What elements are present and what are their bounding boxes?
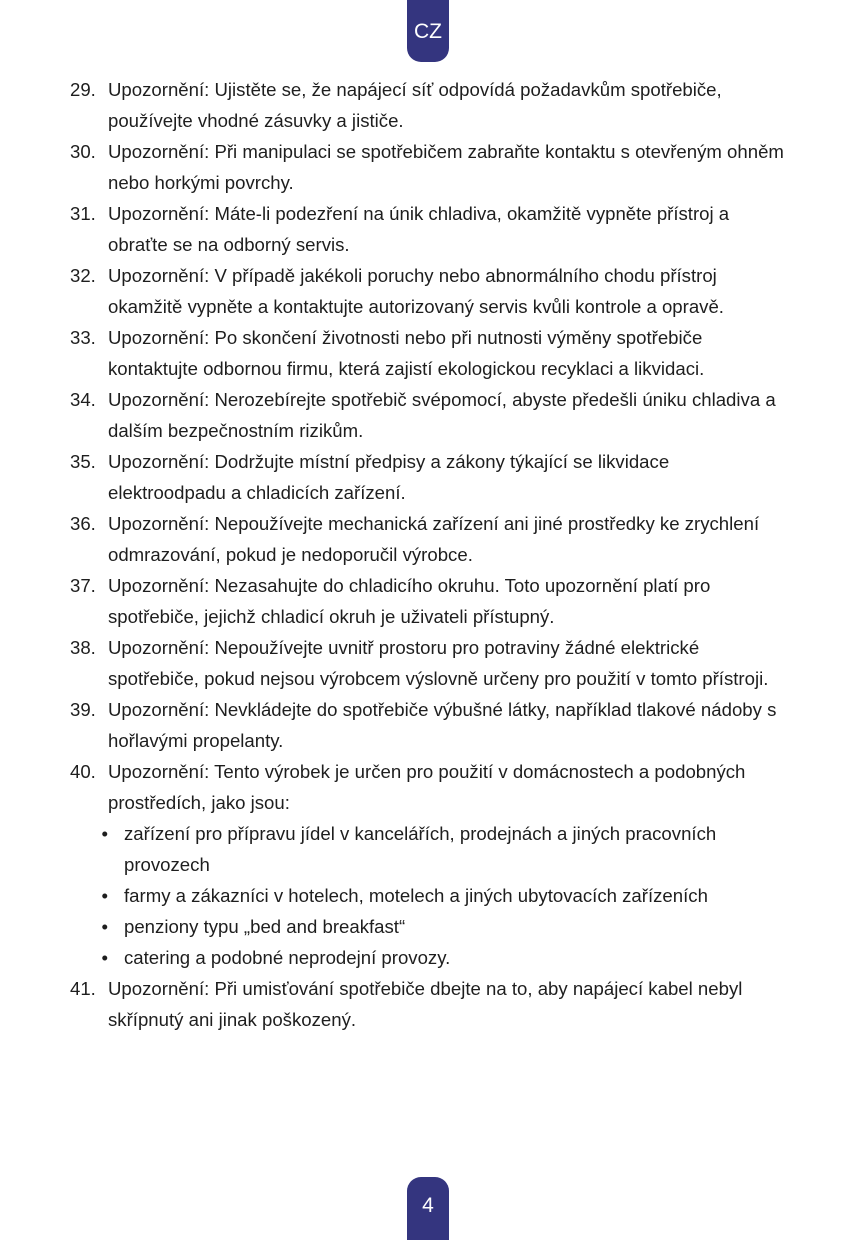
item-text: Upozornění: Nerozebírejte spotřebič svépomocí, abyste předešli úniku chladiva a dalším bezpečnostním rizikům.	[108, 389, 776, 441]
list-item	[70, 973, 790, 1035]
item-number: 31.	[70, 203, 96, 224]
item-text: Upozornění: Dodržujte místní předpisy a zákony týkající se likvidace elektroodpadu a chladicích zařízení.	[108, 451, 670, 503]
item-number: 41.	[70, 978, 96, 999]
item-number: 36.	[70, 513, 96, 534]
item-text: Upozornění: V případě jakékoli poruchy nebo abnormálního chodu přístroj okamžitě vypněte a kontaktujte autorizovaný servis kvůli kontrole a opravě.	[108, 265, 724, 317]
item-text: Upozornění: Při manipulaci se spotřebičem zabraňte kontaktu s otevřeným ohněm nebo horkými povrchy.	[108, 141, 784, 193]
item-number: 32.	[70, 265, 96, 286]
list-item	[70, 508, 790, 570]
bullet-item	[70, 818, 790, 880]
bullet-icon: •	[101, 885, 108, 906]
item-text: Upozornění: Tento výrobek je určen pro použití v domácnostech a podobných prostředích, jako jsou:	[108, 761, 746, 813]
list-item	[70, 756, 790, 818]
item-text: Upozornění: Nevkládejte do spotřebiče výbušné látky, například tlakové nádoby s hořlavými propelanty.	[108, 699, 777, 751]
list-item	[70, 74, 790, 136]
list-item	[70, 136, 790, 198]
bullet-item	[70, 942, 790, 973]
list-item	[70, 446, 790, 508]
bullet-text: penziony typu „bed and breakfast“	[124, 916, 406, 937]
list-item	[70, 260, 790, 322]
item-text: Upozornění: Ujistěte se, že napájecí síť odpovídá požadavkům spotřebiče, používejte vhodné zásuvky a jističe.	[108, 79, 722, 131]
list-item	[70, 384, 790, 446]
item-number: 39.	[70, 699, 96, 720]
item-text: Upozornění: Nepoužívejte mechanická zařízení ani jiné prostředky ke zrychlení odmrazování, pokud je nedoporučil výrobce.	[108, 513, 760, 565]
bullet-item	[70, 911, 790, 942]
item-number: 29.	[70, 79, 96, 100]
item-number: 34.	[70, 389, 96, 410]
item-text: Upozornění: Po skončení životnosti nebo při nutnosti výměny spotřebiče kontaktujte odbornou firmu, která zajistí ekologickou recyklaci a likvidaci.	[108, 327, 705, 379]
list-item	[70, 198, 790, 260]
list-item	[70, 570, 790, 632]
item-number: 35.	[70, 451, 96, 472]
list-item	[70, 694, 790, 756]
bullet-icon: •	[101, 916, 108, 937]
bullet-list	[70, 818, 790, 973]
item-text: Upozornění: Máte-li podezření na únik chladiva, okamžitě vypněte přístroj a obraťte se na odborný servis.	[108, 203, 730, 255]
bullet-item	[70, 880, 790, 911]
list-item	[70, 632, 790, 694]
language-tab: CZ	[407, 0, 449, 62]
item-number: 40.	[70, 761, 96, 782]
item-text: Upozornění: Nezasahujte do chladicího okruhu. Toto upozornění platí pro spotřebiče, jejichž chladicí okruh je uživateli přístupný.	[108, 575, 711, 627]
bullet-text: zařízení pro přípravu jídel v kancelářích, prodejnách a jiných pracovních provozech	[124, 823, 717, 875]
item-number: 37.	[70, 575, 96, 596]
bullet-text: farmy a zákazníci v hotelech, motelech a jiných ubytovacích zařízeních	[124, 885, 708, 906]
bullet-icon: •	[101, 823, 108, 844]
item-text: Upozornění: Nepoužívejte uvnitř prostoru pro potraviny žádné elektrické spotřebiče, pokud nejsou výrobcem výslovně určeny pro použití v tomto přístroji.	[108, 637, 769, 689]
item-text: Upozornění: Při umisťování spotřebiče dbejte na to, aby napájecí kabel nebyl skřípnutý ani jinak poškozený.	[108, 978, 743, 1030]
item-number: 38.	[70, 637, 96, 658]
list-item	[70, 322, 790, 384]
page-number: 4	[407, 1177, 449, 1240]
bullet-icon: •	[101, 947, 108, 968]
warning-list	[70, 74, 790, 1035]
item-number: 33.	[70, 327, 96, 348]
item-number: 30.	[70, 141, 96, 162]
bullet-text: catering a podobné neprodejní provozy.	[124, 947, 451, 968]
